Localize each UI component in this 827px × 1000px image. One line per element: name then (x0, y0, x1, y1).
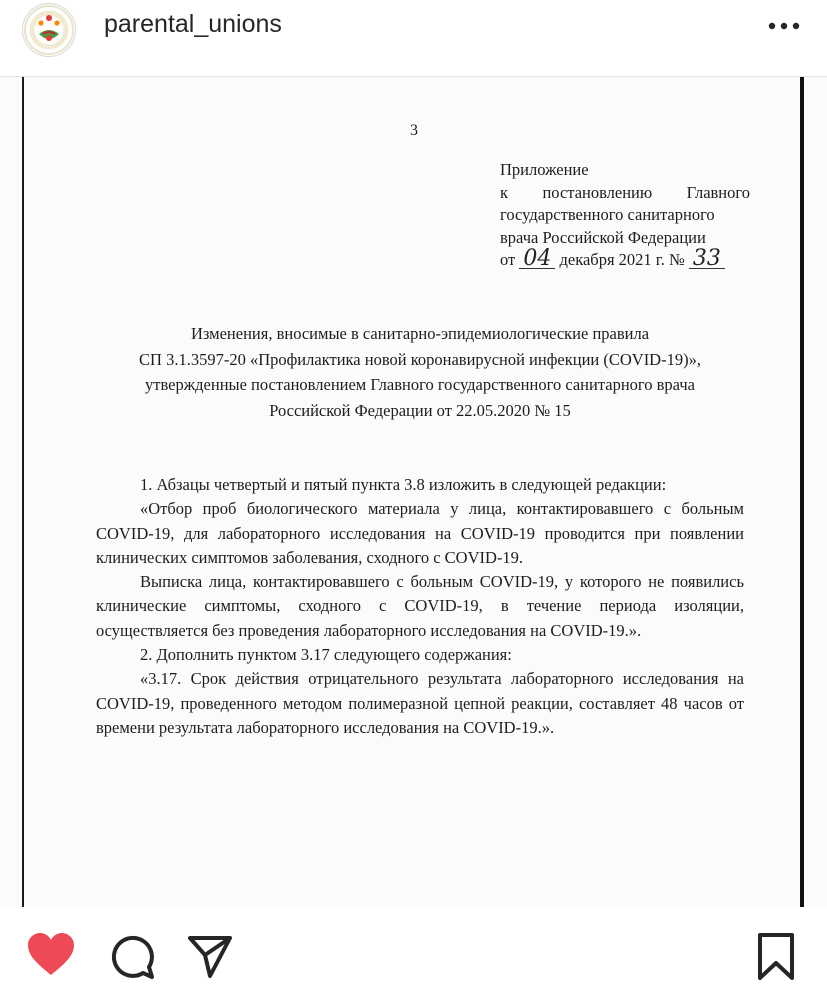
like-button[interactable] (26, 932, 76, 978)
post-actions (0, 908, 827, 1000)
appendix-date (500, 246, 750, 272)
paragraph: Выписка лица, контактировавшего с больным COVID-19, у которого не появились клинические симптомы, сходного с COVID-19, в течение периода изоляции, осуществляется без проведения лабораторного исследования на COVID-19.». (96, 572, 744, 640)
document-number-handwritten: 33 (689, 250, 725, 269)
appendix-line-1: Приложение (500, 160, 589, 179)
appendix-line-3: государственного санитарного (500, 205, 715, 224)
date-prefix: от (500, 250, 516, 269)
appendix-line-2 (500, 182, 750, 205)
appendix-word: Главного (686, 182, 750, 202)
appendix-word: к (500, 182, 509, 202)
more-options-button[interactable] (764, 14, 804, 38)
post-image[interactable] (0, 77, 827, 907)
send-icon (186, 934, 234, 980)
bookmark-icon (756, 932, 796, 982)
save-button[interactable] (756, 932, 796, 982)
organization-logo-icon (23, 4, 75, 56)
page-number: 3 (410, 122, 418, 139)
post-header (0, 0, 827, 77)
date-rest: декабря 2021 г. № (559, 250, 685, 269)
comment-icon (108, 934, 156, 980)
more-options-icon (764, 14, 804, 38)
document-title (60, 321, 780, 423)
paragraph: 1. Абзацы четвертый и пятый пункта 3.8 изложить в следующей редакции: (140, 475, 667, 494)
appendix-word: постановлению (542, 182, 653, 202)
paragraph: «Отбор проб биологического материала у лица, контактировавшего с больным COVID-19, для лабораторного исследования на COVID-19 проводится при появлении клинических симптомов заболевания, сходного с COVID-19. (96, 499, 744, 567)
avatar[interactable] (22, 3, 76, 57)
title-line-2: СП 3.1.3597-20 «Профилактика новой коронавирусной инфекции (COVID-19)», (139, 349, 701, 369)
paragraph: «3.17. Срок действия отрицательного результата лабораторного исследования на COVID-19, проведенного методом полимеразной цепной реакции, составляет 48 часов от времени результата лабораторного исследования на COVID-19.». (96, 669, 744, 737)
scanned-document (0, 77, 827, 907)
title-line-3: утвержденные постановлением Главного государственного санитарного врача (145, 375, 695, 394)
document-body (96, 473, 744, 740)
username[interactable]: parental_unions (104, 10, 282, 38)
paragraph: 2. Дополнить пунктом 3.17 следующего содержания: (140, 645, 512, 665)
appendix-line-4: врача Российской Федерации (500, 227, 706, 247)
share-button[interactable] (186, 934, 234, 980)
comment-button[interactable] (108, 934, 156, 980)
title-line-4: Российской Федерации от 22.05.2020 № 15 (269, 400, 571, 420)
heart-icon (26, 932, 76, 978)
date-day-handwritten: 04 (519, 250, 555, 269)
appendix-block (500, 159, 750, 272)
title-line-1: Изменения, вносимые в санитарно-эпидемиологические правила (190, 324, 650, 343)
